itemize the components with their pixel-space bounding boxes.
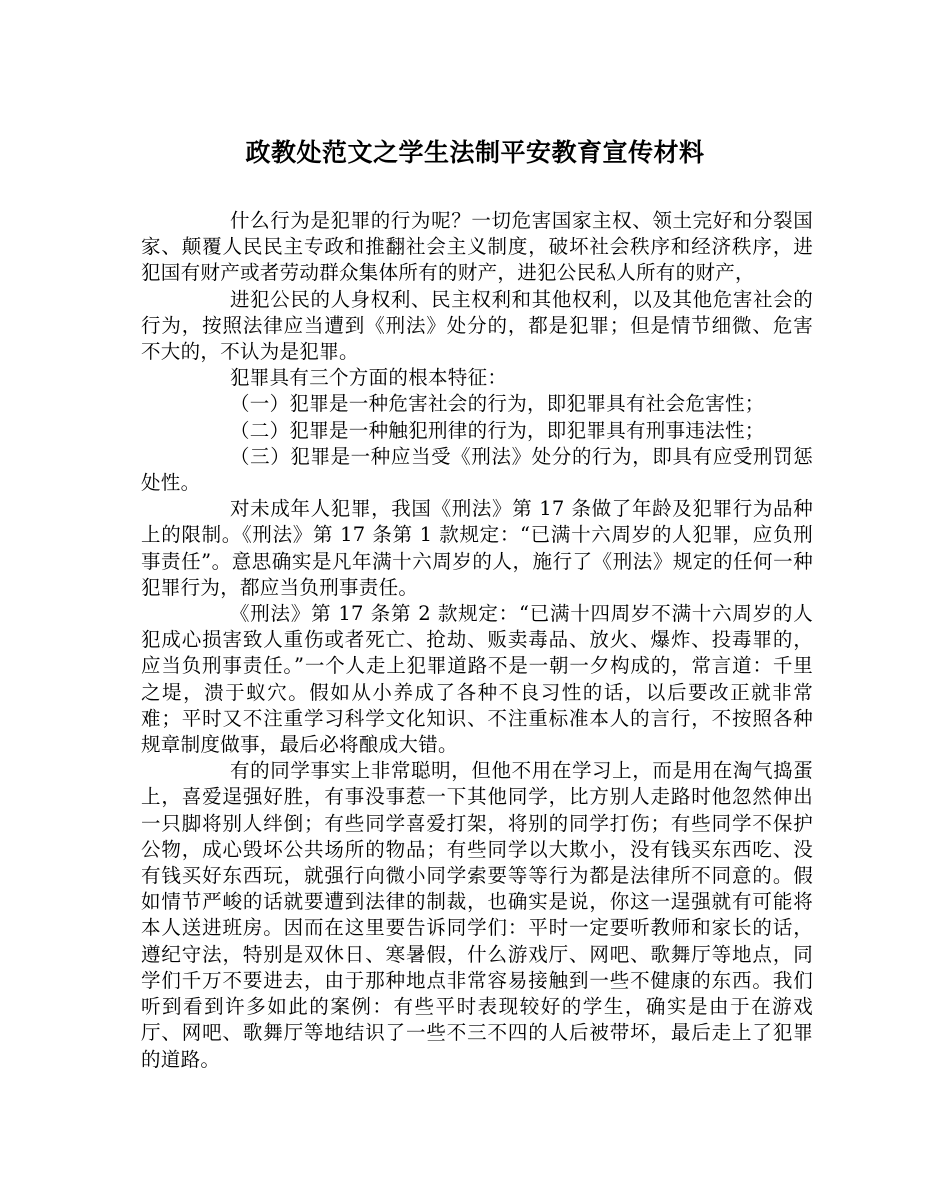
paragraph-7: 对未成年人犯罪，我国《刑法》第 17 条做了年龄及犯罪行为品种上的限制。《刑法》第 17 条第 1 款规定：“已满十六周岁的人犯罪，应负刑事责任”。意思确实是凡年满十六周岁的人，施行了《刑法》规定的任何一种犯罪行为，都应当负刑事责任。 bbox=[141, 497, 813, 599]
paragraph-4: （一）犯罪是一种危害社会的行为，即犯罪具有社会危害性； bbox=[230, 392, 765, 416]
paragraph-5: （二）犯罪是一种触犯刑律的行为，即犯罪具有刑事违法性； bbox=[230, 418, 765, 442]
paragraph-1: 什么行为是犯罪的行为呢？一切危害国家主权、领土完好和分裂国家、颠覆人民民主专政和推翻社会主义制度，破坏社会秩序和经济秩序，进犯国有财产或者劳动群众集体所有的财产，进犯公民私人所有的财产， bbox=[141, 209, 813, 285]
paragraph-6: （三）犯罪是一种应当受《刑法》处分的行为，即具有应受刑罚惩处性。 bbox=[141, 444, 813, 495]
paragraph-2: 进犯公民的人身权利、民主权利和其他权利，以及其他危害社会的行为，按照法律应当遭到《刑法》处分的，都是犯罪；但是情节细微、危害不大的，不认为是犯罪。 bbox=[141, 287, 813, 364]
document-body bbox=[141, 208, 813, 1073]
paragraph-9: 有的同学事实上非常聪明，但他不用在学习上，而是用在淘气捣蛋上，喜爱逞强好胜，有事没事惹一下其他同学，比方别人走路时他忽然伸出一只脚将别人绊倒；有些同学喜爱打架，将别的同学打伤；有些同学不保护公物，成心毁坏公共场所的物品；有些同学以大欺小，没有钱买东西吃、没有钱买好东西玩，就强行向微小同学索要等等行为都是法律所不同意的。假如情节严峻的话就要遭到法律的制裁，也确实是说，你这一逞强就有可能将本人送进班房。因而在这里要告诉同学们：平时一定要听教师和家长的话，遵纪守法，特别是双休日、寒暑假，什么游戏厅、网吧、歌舞厅等地点，同学们千万不要进去，由于那种地点非常容易接触到一些不健康的东西。我们听到看到许多如此的案例：有些平时表现较好的学生，确实是由于在游戏厅、网吧、歌舞厅等地结识了一些不三不四的人后被带坏，最后走上了犯罪的道路。 bbox=[141, 759, 813, 1071]
document-title: 政教处范文之学生法制平安教育宣传材料 bbox=[245, 138, 705, 167]
paragraph-3: 犯罪具有三个方面的根本特征： bbox=[230, 366, 508, 390]
paragraph-8: 《刑法》第 17 条第 2 款规定：“已满十四周岁不满十六周岁的人犯成心损害致人重伤或者死亡、抢劫、贩卖毒品、放火、爆炸、投毒罪的，应当负刑事责任。”一个人走上犯罪道路不是一朝一夕构成的，常言道：千里之堤，溃于蚁穴。假如从小养成了各种不良习性的话，以后要改正就非常难；平时又不注重学习科学文化知识、不注重标准本人的言行，不按照各种规章制度做事，最后必将酿成大错。 bbox=[141, 602, 813, 757]
